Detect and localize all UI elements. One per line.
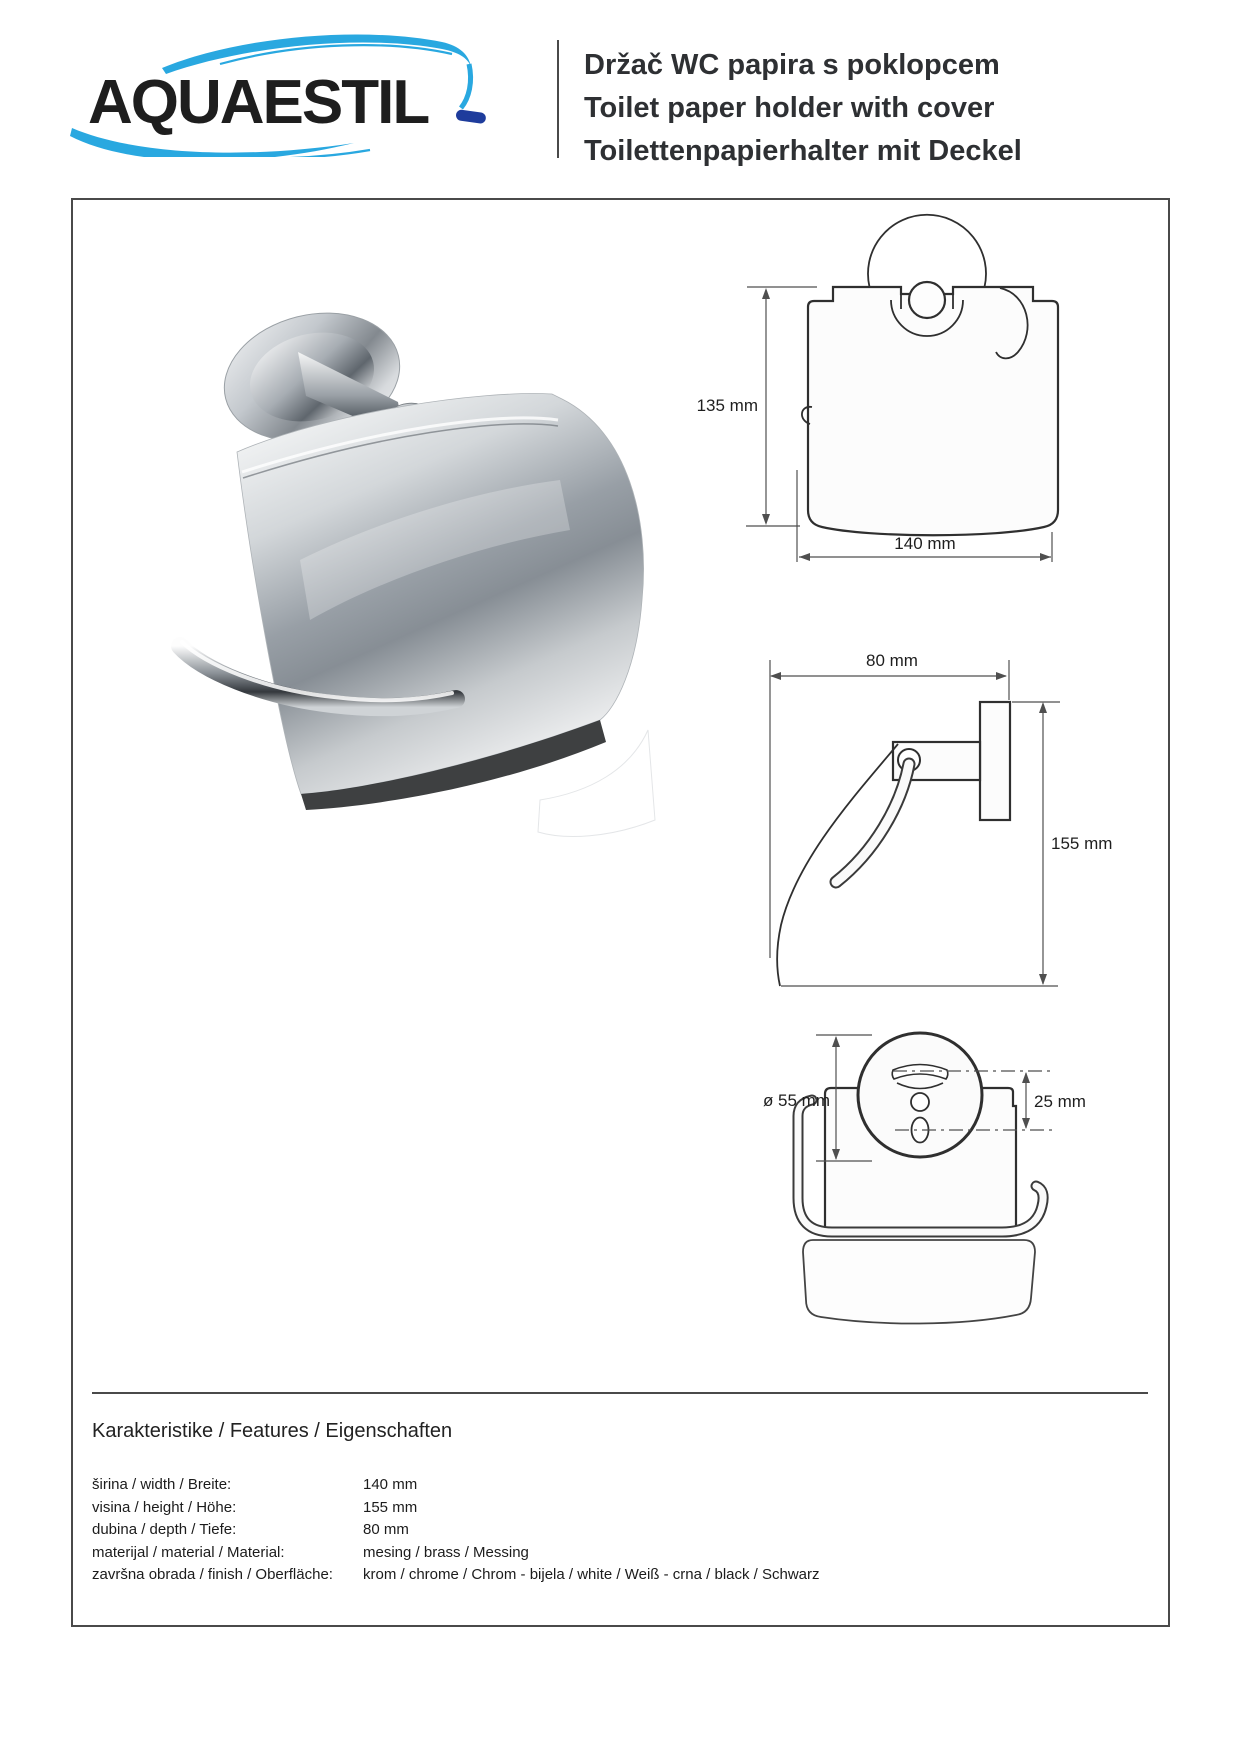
front-height-label: 135 mm bbox=[696, 396, 758, 415]
side-cover-curve bbox=[777, 744, 898, 986]
spec-value: 140 mm bbox=[363, 1476, 418, 1493]
logo-wordmark: AQUAESTIL bbox=[88, 68, 429, 137]
spec-row-material bbox=[92, 1542, 820, 1565]
spec-label: visina / height / Höhe: bbox=[92, 1498, 237, 1516]
swoosh-curl bbox=[461, 64, 471, 108]
spec-label: završna obrada / finish / Oberfläche: bbox=[92, 1566, 333, 1584]
side-height-label: 155 mm bbox=[1051, 834, 1113, 853]
spec-row-finish bbox=[92, 1564, 820, 1587]
features-divider bbox=[92, 1392, 1148, 1394]
back-diameter-label: ø 55 mm bbox=[762, 1091, 830, 1110]
aquaestil-logo bbox=[70, 22, 500, 157]
header-divider bbox=[557, 40, 559, 158]
spec-label: dubina / depth / Tiefe: bbox=[92, 1521, 237, 1539]
front-width-label: 140 mm bbox=[894, 534, 956, 553]
spec-label: širina / width / Breite: bbox=[92, 1476, 232, 1493]
front-hinge-knob bbox=[909, 282, 945, 318]
spec-value: 80 mm bbox=[363, 1521, 409, 1539]
drawing-front-view bbox=[600, 205, 1100, 570]
spec-value: krom / chrome / Chrom - bijela / white / Weiß - crna / black / Schwarz bbox=[363, 1566, 820, 1584]
back-offset-label: 25 mm bbox=[1034, 1092, 1086, 1111]
side-wall-plate bbox=[980, 702, 1010, 820]
front-roll-arc bbox=[868, 215, 986, 287]
drawing-side-view bbox=[740, 630, 1140, 1010]
spec-table bbox=[92, 1474, 820, 1587]
side-holder-arm-outline bbox=[836, 764, 909, 882]
features-heading: Karakteristike / Features / Eigenschaften bbox=[92, 1420, 453, 1442]
drawing-back-view bbox=[730, 1020, 1160, 1340]
spec-row-depth bbox=[92, 1519, 820, 1542]
spec-value: mesing / brass / Messing bbox=[363, 1543, 529, 1561]
spec-label: materijal / material / Material: bbox=[92, 1543, 285, 1561]
spec-row-width bbox=[92, 1474, 820, 1497]
back-center-hole bbox=[911, 1093, 929, 1111]
spec-row-height bbox=[92, 1497, 820, 1520]
title-croatian: Držač WC papira s poklopcem bbox=[584, 49, 1000, 81]
spec-value: 155 mm bbox=[363, 1498, 418, 1516]
product-titles bbox=[584, 44, 1022, 173]
title-english: Toilet paper holder with cover bbox=[584, 92, 995, 124]
side-depth-label: 80 mm bbox=[866, 651, 918, 670]
product-photo bbox=[130, 280, 670, 840]
front-body bbox=[808, 287, 1058, 535]
back-cover-flap bbox=[803, 1240, 1035, 1324]
swoosh-tail-dash bbox=[455, 109, 486, 124]
title-german: Toilettenpapierhalter mit Deckel bbox=[584, 135, 1022, 167]
